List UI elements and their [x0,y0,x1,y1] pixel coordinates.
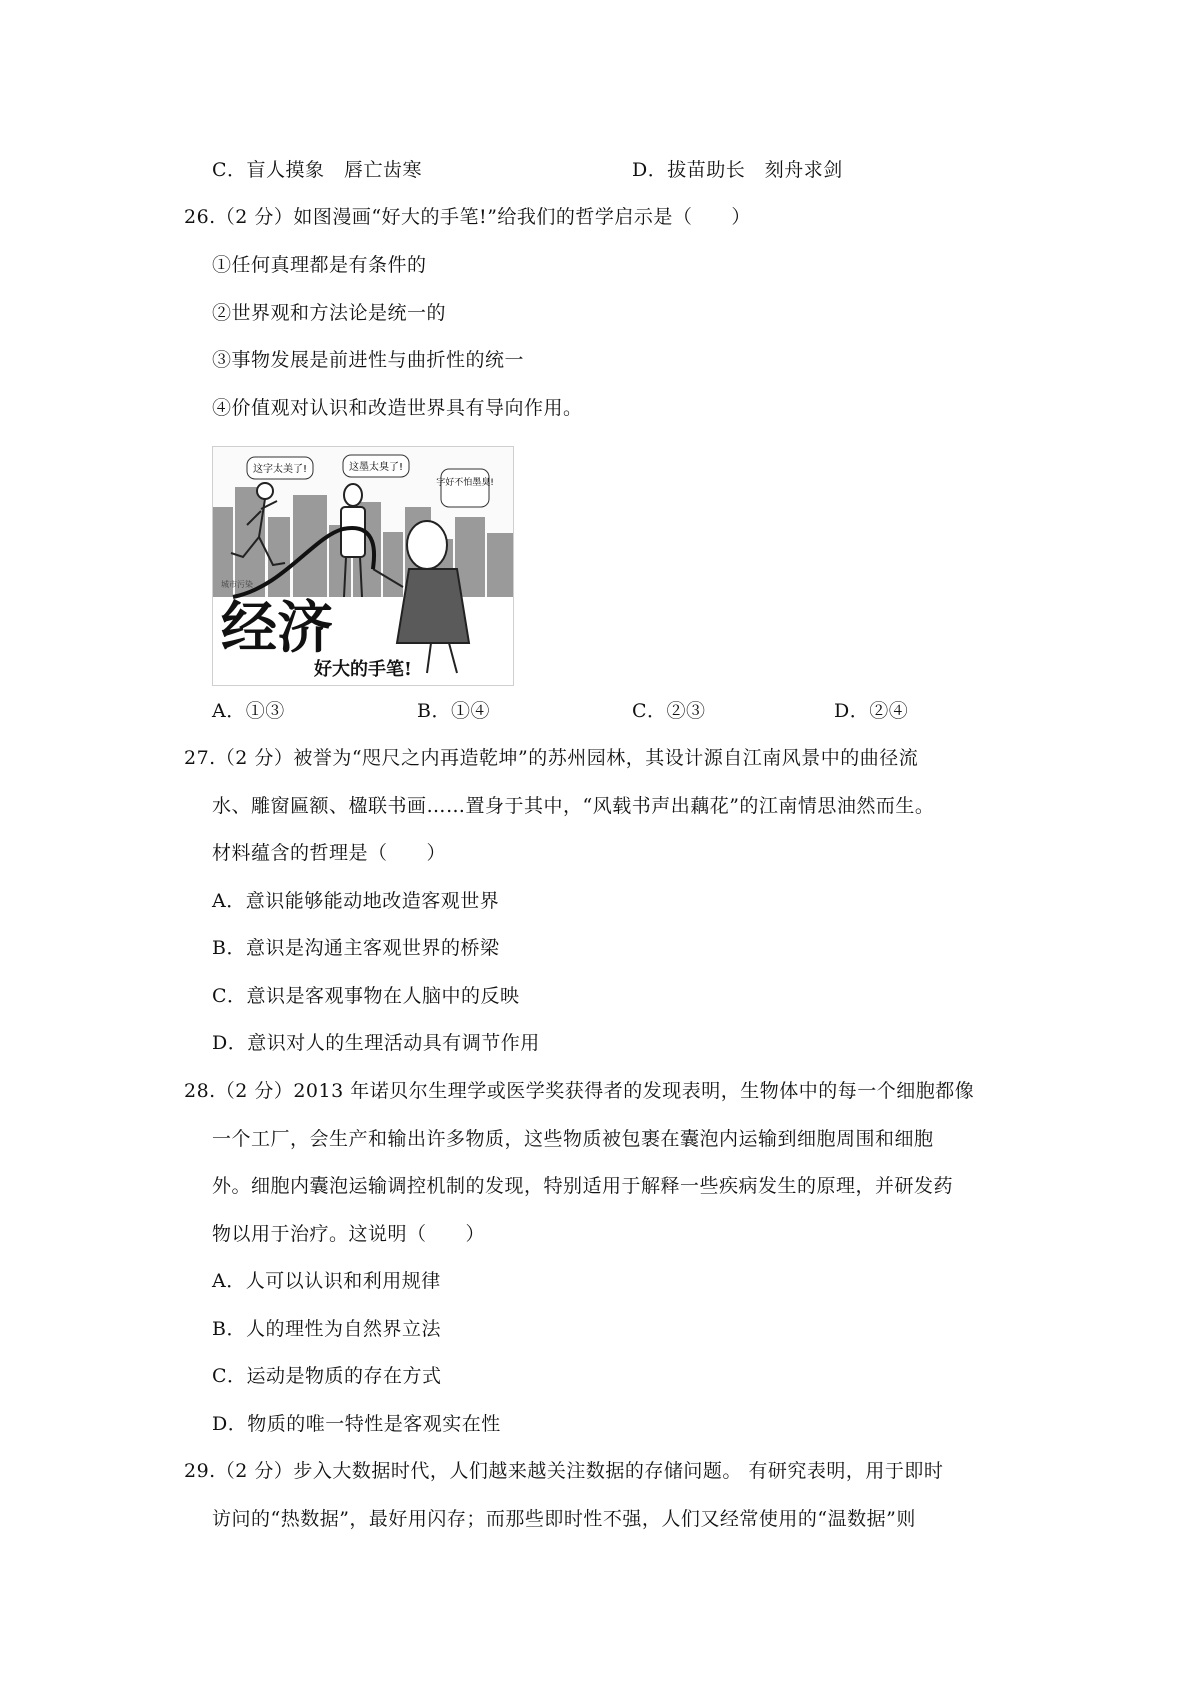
q26-options-row [0,698,1200,724]
q25-option-d: D．拔苗助长 刻舟求剑 [632,159,843,181]
q28-stem-line-1: 28.（2 分）2013 年诺贝尔生理学或医学奖获得者的发现表明，生物体中的每一个细胞都像 [184,1080,975,1102]
bubble-1-text: 这字太美了! [252,464,308,475]
cartoon-caption: 好大的手笔! [314,659,412,680]
q26-statement-4: ④价值观对认识和改造世界具有导向作用。 [212,397,583,419]
q26-option-c[interactable]: C．②③ [632,700,706,722]
q27-stem-line-2: 水、雕窗匾额、楹联书画……置身于其中，“风载书声出藕花”的江南情思油然而生。 [212,795,935,817]
q28-stem-line-4: 物以用于治疗。这说明（ ） [212,1223,486,1245]
q27-option-d[interactable]: D．意识对人的生理活动具有调节作用 [212,1032,540,1054]
q25-option-c: C．盲人摸象 唇亡齿寒 [212,159,423,181]
q27-option-c[interactable]: C．意识是客观事物在人脑中的反映 [212,985,520,1007]
q27-option-b[interactable]: B．意识是沟通主客观世界的桥梁 [212,937,500,959]
q29-stem-line-2: 访问的“热数据”，最好用闪存；而那些即时性不强，人们又经常使用的“温数据”则 [212,1508,916,1530]
q27-option-a[interactable]: A．意识能够能动地改造客观世界 [212,890,500,912]
q26-statement-3: ③事物发展是前进性与曲折性的统一 [212,349,525,371]
q27-stem-line-1: 27.（2 分）被誉为“咫尺之内再造乾坤”的苏州园林，其设计源自江南风景中的曲径流 [184,747,919,769]
q28-stem-line-2: 一个工厂，会生产和输出许多物质，这些物质被包裹在囊泡内运输到细胞周围和细胞 [212,1128,934,1150]
speech-bubble-2 [343,455,409,477]
q26-stem: 26.（2 分）如图漫画“好大的手笔!”给我们的哲学启示是（ ） [184,206,751,228]
speech-bubble-3 [436,469,494,507]
q28-option-a[interactable]: A．人可以认识和利用规律 [212,1270,441,1292]
q26-statement-2: ②世界观和方法论是统一的 [212,302,447,324]
q29-stem-line-1: 29.（2 分）步入大数据时代，人们越来越关注数据的存储问题。 有研究表明，用于即时 [184,1460,944,1482]
cartoon-illustration [212,446,514,686]
q26-statement-1: ①任何真理都是有条件的 [212,254,427,276]
q26-option-b[interactable]: B．①④ [417,700,490,722]
q28-stem-line-3: 外。细胞内囊泡运输调控机制的发现，特别适用于解释一些疾病发生的原理，并研发药 [212,1175,954,1197]
cartoon-corner-tag: 城市污染 [221,580,253,589]
q26-option-d[interactable]: D．②④ [834,700,909,722]
q27-stem-line-3: 材料蕴含的哲理是（ ） [212,842,447,864]
q28-option-c[interactable]: C．运动是物质的存在方式 [212,1365,442,1387]
bubble-2-text: 这墨太臭了! [348,462,404,473]
bubble-3-text: 字好不怕墨臭! [436,478,494,488]
speech-bubble-1 [247,457,313,479]
cartoon-big-text: 经济 [221,595,333,661]
q28-option-d[interactable]: D．物质的唯一特性是客观实在性 [212,1413,501,1435]
q26-option-a[interactable]: A．①③ [212,700,285,722]
q28-option-b[interactable]: B．人的理性为自然界立法 [212,1318,441,1340]
